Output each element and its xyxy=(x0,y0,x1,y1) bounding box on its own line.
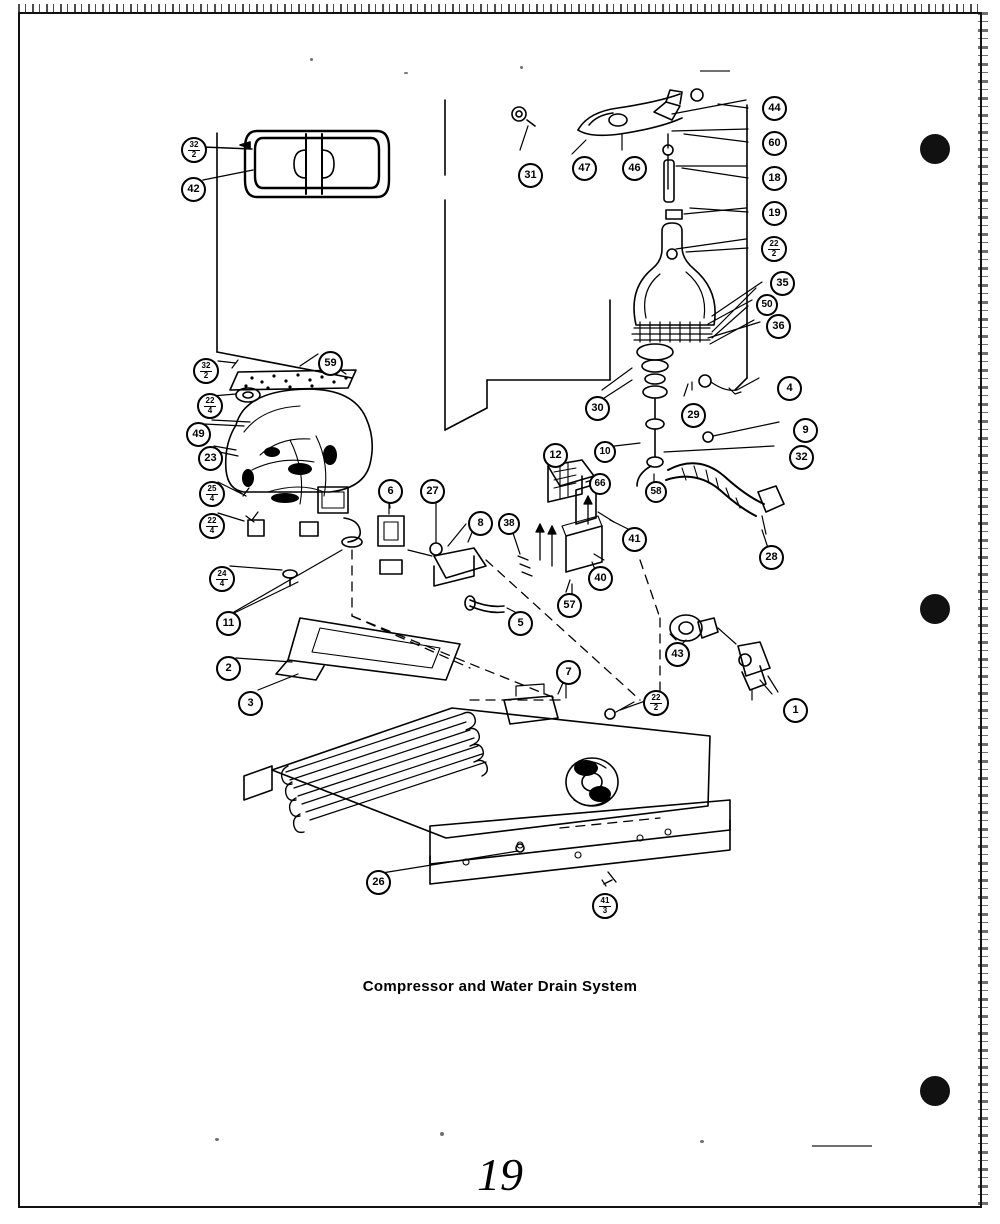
callout-25-4 xyxy=(199,481,225,507)
callout-41: 41 xyxy=(622,527,647,552)
callout-42: 42 xyxy=(181,177,206,202)
callout-31: 31 xyxy=(518,163,543,188)
callout-46: 46 xyxy=(622,156,647,181)
callout-49: 49 xyxy=(186,422,211,447)
callout-10: 10 xyxy=(594,441,616,463)
callout-50: 50 xyxy=(756,294,778,316)
page-number: 19 xyxy=(477,1149,523,1200)
callout-47: 47 xyxy=(572,156,597,181)
callout-number-bottom: 4 xyxy=(209,525,215,535)
callout-40: 40 xyxy=(588,566,613,591)
callout-9: 9 xyxy=(793,418,818,443)
callout-22-4 xyxy=(197,393,223,419)
callout-number-bottom: 3 xyxy=(602,905,608,915)
callout-30: 30 xyxy=(585,396,610,421)
callout-26: 26 xyxy=(366,870,391,895)
callout-number-top: 32 xyxy=(189,140,199,150)
callout-28: 28 xyxy=(759,545,784,570)
callout-3: 3 xyxy=(238,691,263,716)
callout-32-2 xyxy=(181,137,207,163)
callout-number-bottom: 2 xyxy=(203,370,209,380)
callout-59: 59 xyxy=(318,351,343,376)
callout-27: 27 xyxy=(420,479,445,504)
callout-number-top: 22 xyxy=(651,693,661,703)
callout-2: 2 xyxy=(216,656,241,681)
callout-18: 18 xyxy=(762,166,787,191)
callout-11: 11 xyxy=(216,611,241,636)
callout-22-4 xyxy=(199,513,225,539)
callout-number-bottom: 2 xyxy=(653,702,659,712)
callout-number-top: 32 xyxy=(201,361,211,371)
callout-32-2 xyxy=(193,358,219,384)
callout-38: 38 xyxy=(498,513,520,535)
callout-60: 60 xyxy=(762,131,787,156)
callout-8: 8 xyxy=(468,511,493,536)
callout-66: 66 xyxy=(589,473,611,495)
callout-32: 32 xyxy=(789,445,814,470)
callout-58: 58 xyxy=(645,481,667,503)
callout-6: 6 xyxy=(378,479,403,504)
callout-number-top: 22 xyxy=(769,239,779,249)
callout-4: 4 xyxy=(777,376,802,401)
callout-57: 57 xyxy=(557,593,582,618)
callout-24-4 xyxy=(209,566,235,592)
callout-12: 12 xyxy=(543,443,568,468)
callout-number-bottom: 4 xyxy=(209,493,215,503)
callout-19: 19 xyxy=(762,201,787,226)
callout-29: 29 xyxy=(681,403,706,428)
callout-number-top: 22 xyxy=(207,516,217,526)
figure-caption: Compressor and Water Drain System xyxy=(362,978,638,995)
callout-35: 35 xyxy=(770,271,795,296)
callout-22-2 xyxy=(761,236,787,262)
callout-36: 36 xyxy=(766,314,791,339)
callout-number-top: 25 xyxy=(207,484,217,494)
callout-number-top: 22 xyxy=(205,396,215,406)
callout-1: 1 xyxy=(783,698,808,723)
callout-number-bottom: 2 xyxy=(191,149,197,159)
callout-44: 44 xyxy=(762,96,787,121)
callout-number-bottom: 4 xyxy=(207,405,213,415)
callout-number-top: 41 xyxy=(600,896,610,906)
callout-number-top: 24 xyxy=(217,569,227,579)
callout-22-2 xyxy=(643,690,669,716)
callout-number-bottom: 4 xyxy=(219,578,225,588)
callout-number-bottom: 2 xyxy=(771,248,777,258)
callout-23: 23 xyxy=(198,446,223,471)
callout-43: 43 xyxy=(665,642,690,667)
callout-5: 5 xyxy=(508,611,533,636)
callout-41-3 xyxy=(592,893,618,919)
callout-7: 7 xyxy=(556,660,581,685)
